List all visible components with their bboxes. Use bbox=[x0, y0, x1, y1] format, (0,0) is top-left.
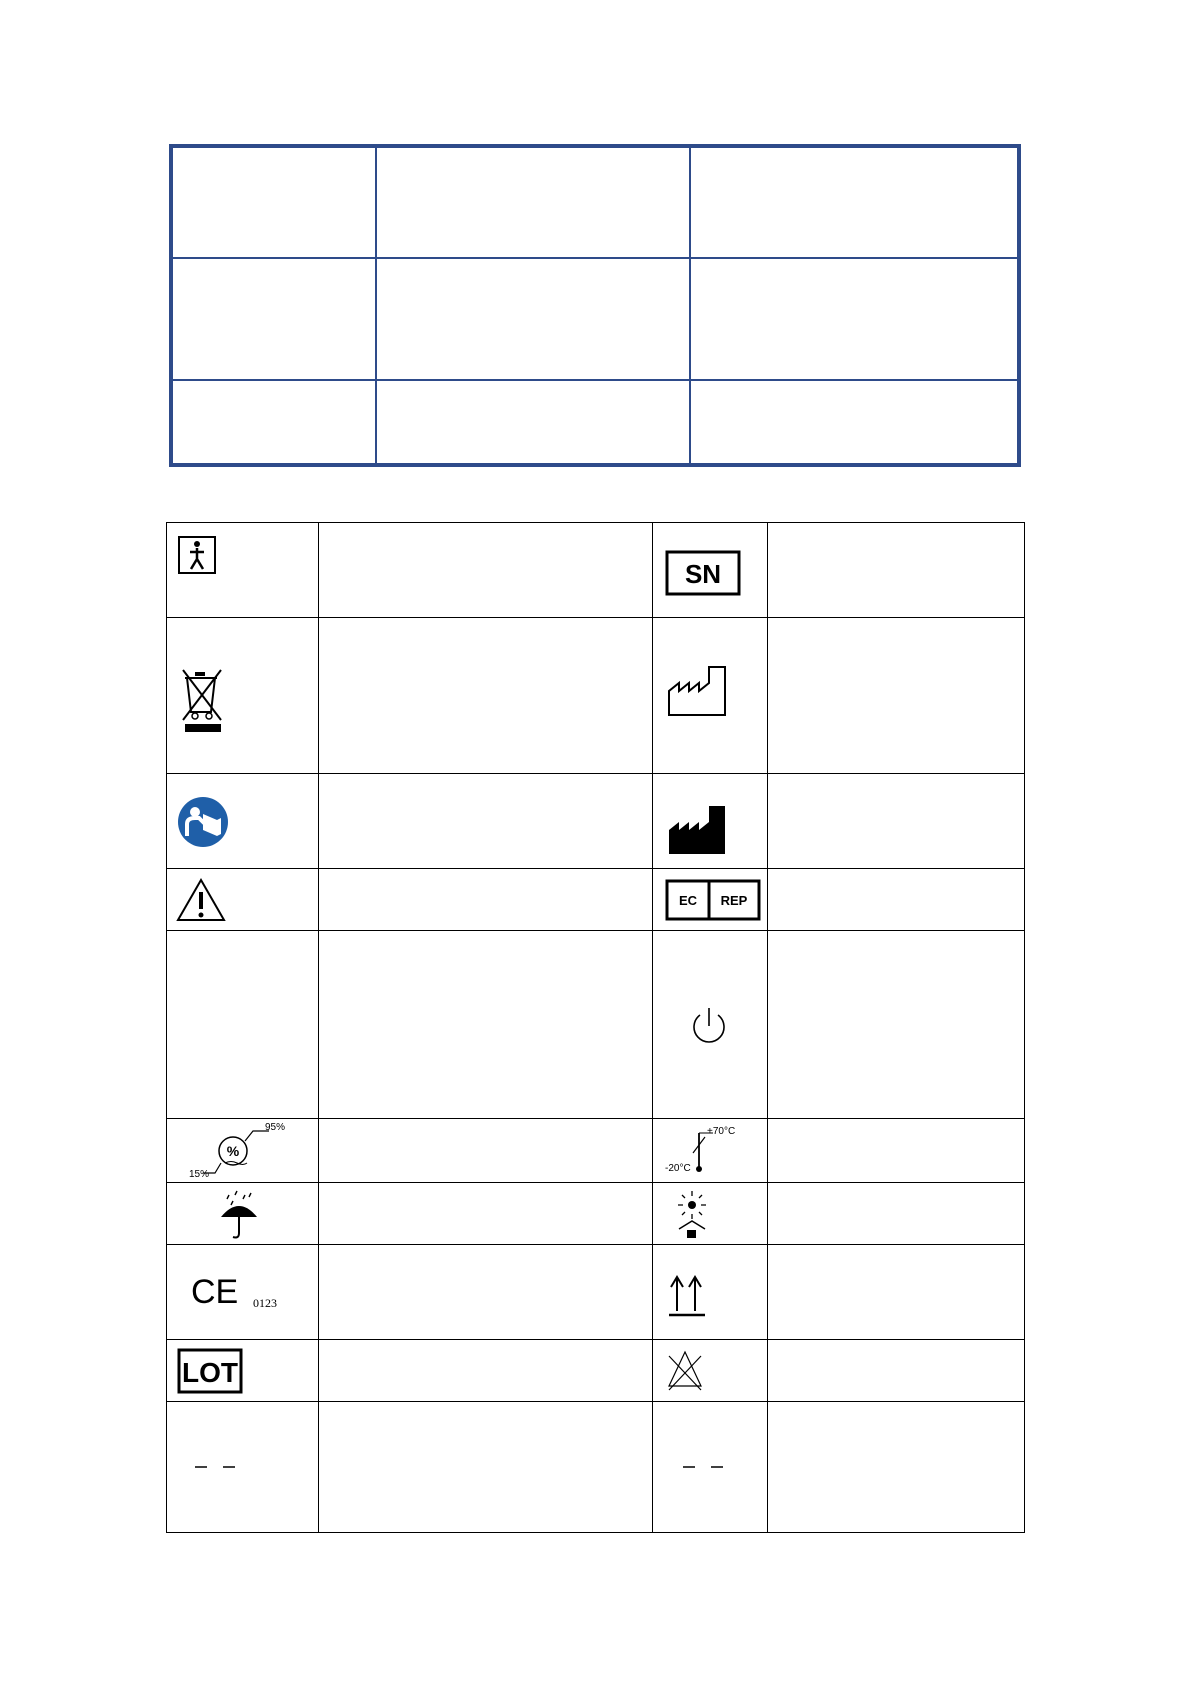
type-bf-applied-part-icon bbox=[177, 535, 217, 575]
table-cell bbox=[171, 380, 376, 465]
table-row bbox=[167, 1245, 1025, 1340]
table-cell bbox=[171, 146, 376, 258]
description-cell bbox=[319, 1183, 653, 1245]
table-row bbox=[171, 380, 1019, 465]
symbol-cell bbox=[167, 523, 319, 618]
description-cell bbox=[319, 1245, 653, 1340]
description-cell bbox=[319, 1119, 653, 1183]
description-cell bbox=[319, 869, 653, 931]
symbols-table bbox=[166, 522, 1025, 1533]
rep-label: REP bbox=[720, 893, 748, 908]
humidity-limit-icon bbox=[189, 1123, 289, 1179]
description-cell bbox=[319, 1340, 653, 1402]
keep-away-from-sunlight-icon bbox=[665, 1187, 719, 1241]
table-row bbox=[171, 146, 1019, 258]
description-cell bbox=[768, 1119, 1025, 1183]
description-cell bbox=[768, 931, 1025, 1119]
symbol-cell bbox=[167, 1245, 319, 1340]
description-cell bbox=[768, 1183, 1025, 1245]
humidity-high-label: 95% bbox=[265, 1123, 286, 1133]
table-row bbox=[167, 931, 1025, 1119]
description-cell bbox=[768, 1402, 1025, 1533]
table-cell bbox=[376, 380, 690, 465]
symbol-cell bbox=[653, 1340, 768, 1402]
table-cell bbox=[690, 258, 1019, 380]
table-row bbox=[167, 869, 1025, 931]
table-row bbox=[167, 1119, 1025, 1183]
ec-label: EC bbox=[678, 893, 698, 908]
symbol-cell bbox=[167, 618, 319, 774]
description-cell bbox=[319, 931, 653, 1119]
table-cell bbox=[171, 258, 376, 380]
serial-number-icon bbox=[665, 550, 741, 596]
table-cell bbox=[376, 258, 690, 380]
symbol-cell bbox=[653, 1245, 768, 1340]
table-cell bbox=[690, 146, 1019, 258]
lot-icon bbox=[177, 1348, 243, 1394]
not-made-with-latex-icon bbox=[665, 1348, 705, 1394]
description-cell bbox=[319, 1402, 653, 1533]
description-cell bbox=[768, 774, 1025, 869]
top-table bbox=[169, 144, 1021, 467]
temp-low-label: -20°C bbox=[665, 1163, 691, 1174]
sn-label: SN bbox=[684, 559, 722, 589]
date-of-manufacture-icon bbox=[665, 663, 731, 719]
notified-body-number: 0123 bbox=[253, 1296, 277, 1310]
symbol-cell bbox=[167, 1340, 319, 1402]
description-cell bbox=[319, 618, 653, 774]
table-row bbox=[167, 1340, 1025, 1402]
this-way-up-icon bbox=[665, 1271, 713, 1319]
power-icon bbox=[687, 1004, 731, 1048]
symbol-cell bbox=[653, 774, 768, 869]
table-row bbox=[167, 618, 1025, 774]
symbol-cell bbox=[653, 618, 768, 774]
symbol-cell bbox=[167, 931, 319, 1119]
symbol-cell bbox=[653, 1119, 768, 1183]
lot-label: LOT bbox=[182, 1357, 238, 1388]
dash-marks-icon bbox=[193, 1462, 253, 1472]
description-cell bbox=[768, 1340, 1025, 1402]
table-row bbox=[167, 1402, 1025, 1533]
consult-instructions-icon bbox=[177, 796, 229, 848]
table-row bbox=[167, 774, 1025, 869]
caution-icon bbox=[175, 877, 227, 923]
description-cell bbox=[768, 618, 1025, 774]
description-cell bbox=[768, 523, 1025, 618]
description-cell bbox=[768, 1245, 1025, 1340]
symbol-cell bbox=[167, 1183, 319, 1245]
symbol-cell bbox=[653, 869, 768, 931]
keep-dry-icon bbox=[213, 1189, 265, 1243]
temp-high-label: +70°C bbox=[707, 1126, 736, 1137]
symbol-cell bbox=[653, 523, 768, 618]
symbol-cell bbox=[167, 774, 319, 869]
ce-mark-label: CE bbox=[191, 1273, 239, 1311]
ce-mark-icon bbox=[191, 1271, 301, 1319]
symbol-cell bbox=[653, 1402, 768, 1533]
manufacturer-icon bbox=[665, 802, 731, 858]
weee-disposal-icon bbox=[175, 666, 231, 738]
symbol-cell bbox=[653, 1183, 768, 1245]
ec-rep-icon bbox=[665, 879, 761, 921]
humidity-low-label: 15% bbox=[189, 1169, 210, 1179]
symbol-cell bbox=[653, 931, 768, 1119]
description-cell bbox=[319, 774, 653, 869]
description-cell bbox=[768, 869, 1025, 931]
dash-marks-icon bbox=[681, 1462, 741, 1472]
table-row bbox=[167, 1183, 1025, 1245]
symbol-cell bbox=[167, 1119, 319, 1183]
description-cell bbox=[319, 523, 653, 618]
symbol-cell bbox=[167, 1402, 319, 1533]
symbol-cell bbox=[167, 869, 319, 931]
table-row bbox=[171, 258, 1019, 380]
table-cell bbox=[376, 146, 690, 258]
table-row bbox=[167, 523, 1025, 618]
humidity-symbol: % bbox=[226, 1143, 240, 1159]
temperature-limit-icon bbox=[665, 1123, 745, 1177]
table-cell bbox=[690, 380, 1019, 465]
